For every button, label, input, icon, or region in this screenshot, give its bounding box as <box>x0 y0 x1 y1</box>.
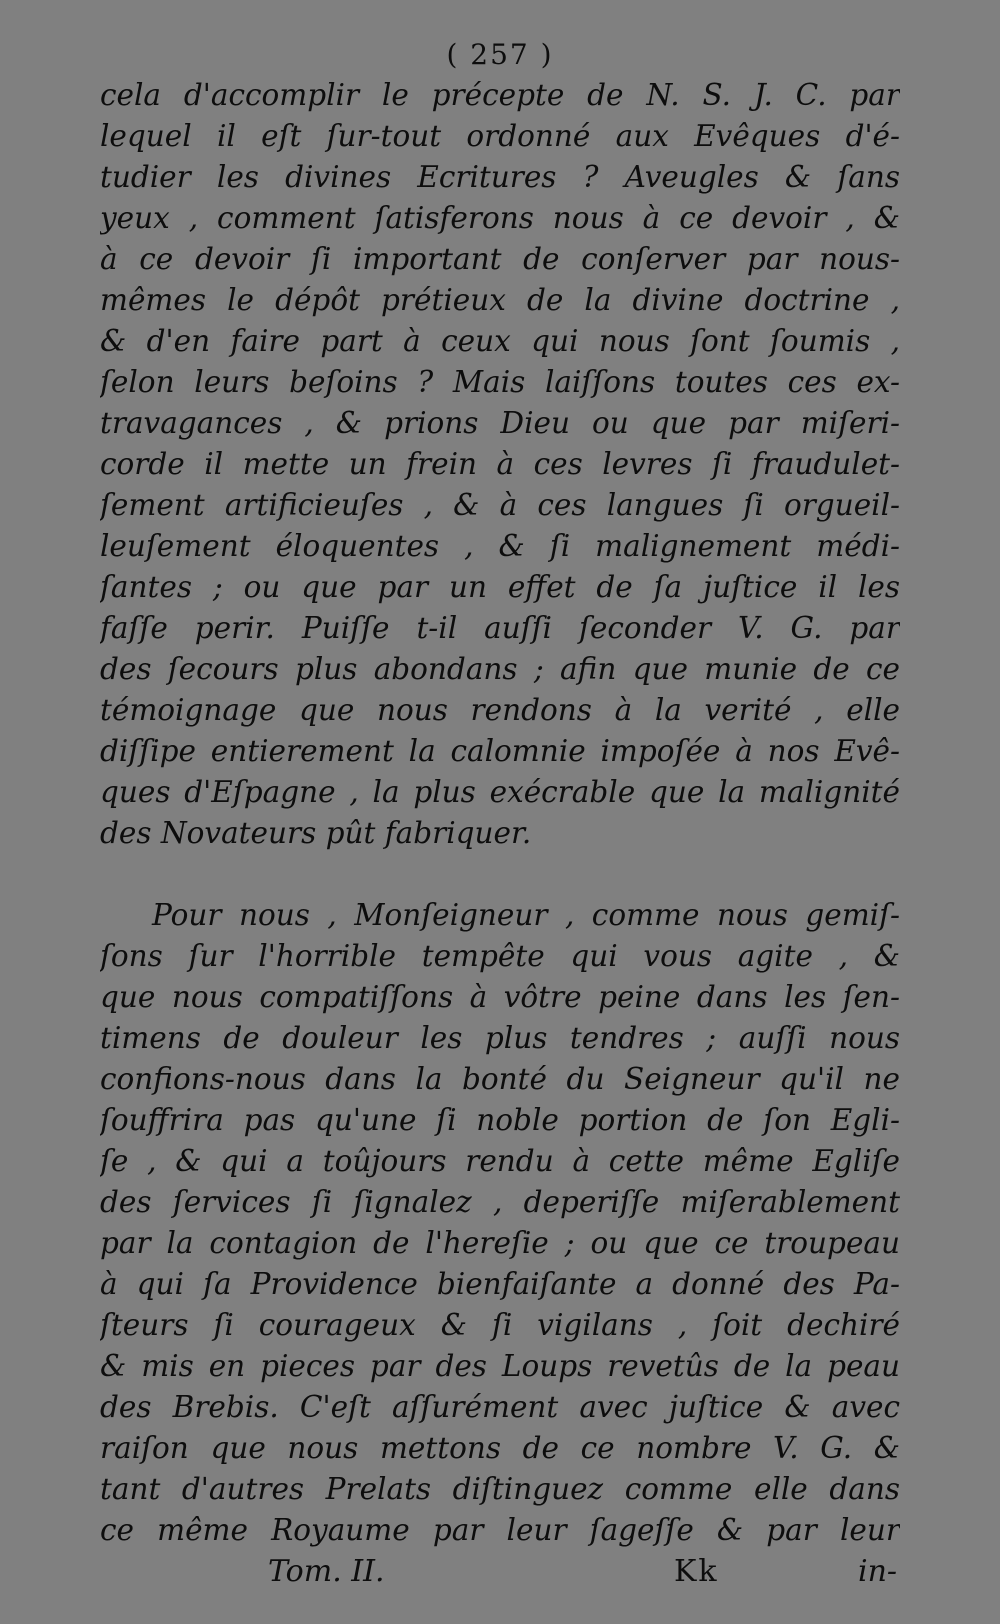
text-line: & d'en faire part à ceux qui nous ſont ſoumis , <box>100 324 900 358</box>
text-line: ſe , & qui a toûjours rendu à cette même Egliſe <box>100 1144 900 1178</box>
text-line: à ce devoir ſi important de conſerver par nous- <box>100 242 900 276</box>
text-line: ques d'Eſpagne , la plus exécrable que la malignité <box>100 775 900 809</box>
text-line: lequel il eſt ſur-tout ordonné aux Evêques d'é- <box>100 119 900 153</box>
text-line: raiſon que nous mettons de ce nombre V. G. & <box>100 1431 900 1465</box>
text-line: timens de douleur les plus tendres ; auſſi nous <box>100 1021 900 1055</box>
text-line: des ſecours plus abondans ; afin que munie de ce <box>100 652 900 686</box>
catchword: in- <box>858 1554 898 1589</box>
text-line: tudier les divines Ecritures ? Aveugles & ſans <box>100 160 900 194</box>
paragraph-2 <box>100 895 900 1551</box>
volume-label: Tom. II. <box>268 1554 385 1589</box>
text-line: ſons ſur l'horrible tempête qui vous agite , & <box>100 939 900 973</box>
text-line: ſantes ; ou que par un effet de ſa juſtice il les <box>100 570 900 604</box>
paragraph-1 <box>100 75 900 854</box>
text-line: que nous compatiſſons à vôtre peine dans les ſen- <box>100 980 900 1014</box>
text-line: mêmes le dépôt prétieux de la divine doctrine , <box>100 283 900 317</box>
text-line: leuſement éloquentes , & ſi malignement médi- <box>100 529 900 563</box>
text-line: cela d'accomplir le précepte de N. S. J. C. par <box>100 78 900 112</box>
text-line: Pour nous , Monſeigneur , comme nous gemiſ- <box>152 898 900 932</box>
text-line: ſouffrira pas qu'une ſi noble portion de ſon Egli- <box>100 1103 900 1137</box>
text-line: faſſe perir. Puiſſe t-il auſſi ſeconder V. G. par <box>100 611 900 645</box>
page-number: ( 257 ) <box>446 38 554 71</box>
text-line: témoignage que nous rendons à la verité , elle <box>100 693 900 727</box>
text-line: confions-nous dans la bonté du Seigneur qu'il ne <box>100 1062 900 1096</box>
signature-mark: Kk <box>674 1554 719 1589</box>
text-line: diſſipe entierement la calomnie impoſée à nos Evê- <box>100 734 900 768</box>
text-line: des Novateurs pût fabriquer. <box>100 816 532 850</box>
text-line: des ſervices ſi ſignalez , deperiſſe miſerablement <box>100 1185 900 1219</box>
text-line: à qui ſa Providence bienfaiſante a donné des Pa- <box>100 1267 900 1301</box>
text-line: par la contagion de l'hereſie ; ou que ce troupeau <box>100 1226 900 1260</box>
text-line: & mis en pieces par des Loups revetûs de la peau <box>100 1349 900 1383</box>
text-line: des Brebis. C'eſt aſſurément avec juſtice & avec <box>100 1390 900 1424</box>
text-line: ſement artificieuſes , & à ces langues ſi orgueil- <box>100 488 900 522</box>
page-footer <box>0 1550 1000 1594</box>
text-line: corde il mette un frein à ces levres ſi fraudulet- <box>100 447 900 481</box>
text-line: ſelon leurs beſoins ? Mais laiſſons toutes ces ex- <box>100 365 900 399</box>
text-line: ce même Royaume par leur ſageſſe & par leur <box>100 1513 900 1547</box>
text-line: tant d'autres Prelats diſtinguez comme elle dans <box>100 1472 900 1506</box>
text-line: ſteurs ſi courageux & ſi vigilans , ſoit dechiré <box>100 1308 900 1342</box>
text-line: yeux , comment ſatisferons nous à ce devoir , & <box>100 201 900 235</box>
text-line: travagances , & prions Dieu ou que par miſeri- <box>100 406 900 440</box>
